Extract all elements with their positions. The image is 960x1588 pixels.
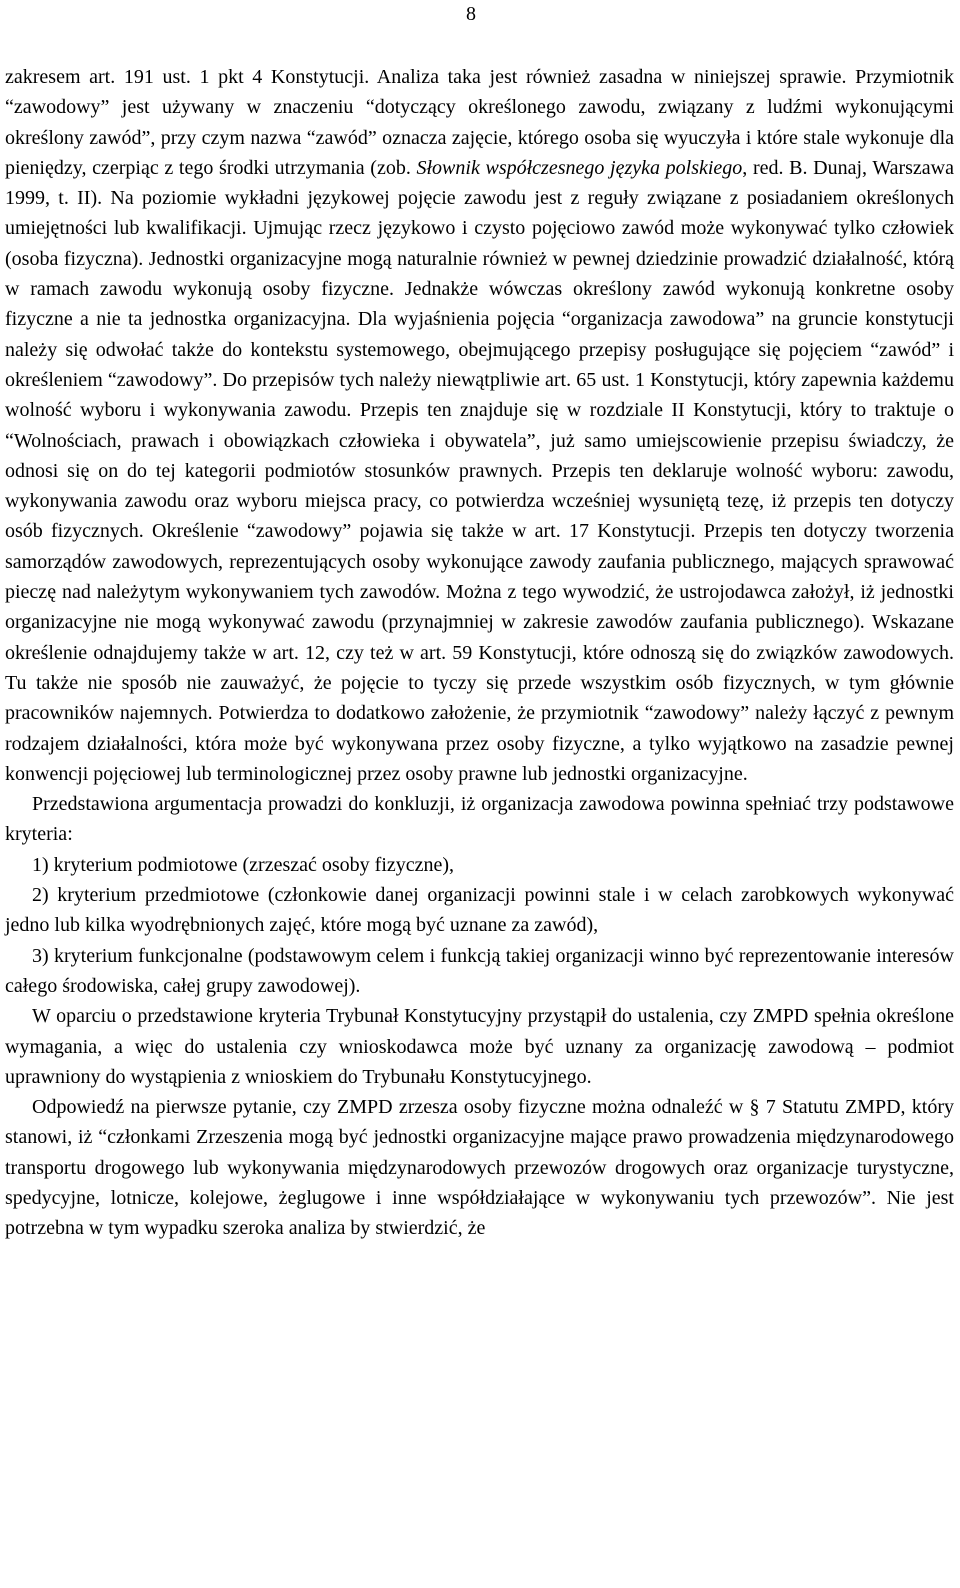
paragraph-1-part-a: zakresem art. 191 ust. 1 pkt 4 Konstytucji. Analiza taka jest również zasadna w niniejszej sprawie. Przymiotnik “zawodowy” jest używany w znaczeniu “dotyczący określonego zawodu, związany z ludźmi wykonującymi określony zawód”, przy czym nazwa “zawód” oznacza zajęcie, którego osoba się wyuczyła i które stale wykonuje dla pieniędzy, czerpiąc z tego środki utrzymania (zob. (5, 66, 954, 179)
paragraph-1 (5, 62, 954, 789)
dictionary-title: Słownik współczesnego języka polskiego (416, 156, 743, 179)
criterion-1: 1) kryterium podmiotowe (zrzeszać osoby fizyczne), (32, 853, 455, 876)
page-number: 8 (466, 3, 476, 25)
document-body (5, 62, 954, 1244)
paragraph-1-part-b: , red. B. Dunaj, Warszawa 1999, t. II). Na poziomie wykładni językowej pojęcie zawodu jest z reguły związane z posiadaniem określonych umiejętności lub kwalifikacji. Ujmując rzecz językowo i czysto pojęciowo zawód może wykonywać tylko człowiek (osoba fizyczna). Jednostki organizacyjne mogą naturalnie również w pewnej dziedzinie prowadzić działalność, którą w ramach zawodu wykonują osoby fizyczne. Jednakże wówczas określony zawód wykonują konkretne osoby fizyczne a nie ta jednostka organizacyjna. Dla wyjaśnienia pojęcia “organizacja zawodowa” na gruncie konstytucji należy się odwołać także do kontekstu systemowego, obejmującego przepisy posługujące się pojęciem “zawód” i określeniem “zawodowy”. Do przepisów tych należy niewątpliwie art. 65 ust. 1 Konstytucji, który zapewnia każdemu wolność wyboru i wykonywania zawodu. Przepis ten znajduje się w rozdziale II Konstytucji, który to traktuje o “Wolnościach, prawach i obowiązkach człowieka i obywatela”, już samo umiejscowienie przepisu świadczy, że odnosi się on do tej kategorii podmiotów stosunków prawnych. Przepis ten deklaruje wolność wyboru: zawodu, wykonywania zawodu oraz wyboru miejsca pracy, co potwierdza wcześniej wysuniętą tezę, iż przepis ten dotyczy osób fizycznych. Określenie “zawodowy” pojawia się także w art. 17 Konstytucji. Przepis ten dotyczy tworzenia samorządów zawodowych, reprezentujących osoby wykonujące zawody zaufania publicznego, mających sprawować pieczę nad należytym wykonywaniem tych zawodów. Można z tego wywodzić, że ustrojodawca założył, iż jednostki organizacyjne nie mogą wykonywać zawodu (przynajmniej w zakresie zawodów zaufania publicznego). Wskazane określenie odnajdujemy także w art. 12, czy też w art. 59 Konstytucji, które odnoszą się do związków zawodowych. Tu także nie sposób nie zauważyć, że pojęcie to tyczy się przede wszystkim osób fizycznych, w tym głównie pracowników najemnych. Potwierdza to dodatkowo założenie, że przymiotnik “zawodowy” należy łączyć z pewnym rodzajem działalności, która może być wykonywana przez osoby fizyczne, a tylko wyjątkowo na zasadzie pewnej konwencji pojęciowej lub terminologicznej przez osoby prawne lub jednostki organizacyjne. (5, 156, 955, 785)
paragraph-3: W oparciu o przedstawione kryteria Trybunał Konstytucyjny przystąpił do ustalenia, czy ZMPD spełnia określone wymagania, a więc do ustalenia czy wnioskodawca może być uznany za organizację zawodową – podmiot uprawniony do wystąpienia z wnioskiem do Trybunału Konstytucyjnego. (5, 1005, 954, 1088)
paragraph-2: Przedstawiona argumentacja prowadzi do konkluzji, iż organizacja zawodowa powinna spełniać trzy podstawowe kryteria: (5, 793, 954, 846)
paragraph-4: Odpowiedź na pierwsze pytanie, czy ZMPD zrzesza osoby fizyczne można odnaleźć w § 7 Statutu ZMPD, który stanowi, iż “członkami Zrzeszenia mogą być jednostki organizacyjne mające prawo prowadzenia międzynarodowego transportu drogowego lub wykonywania międzynarodowych przewozów drogowych oraz organizacje turystyczne, spedycyjne, lotnicze, kolejowe, żeglugowe i inne współdziałające w wykonywaniu tych przewozów”. Nie jest potrzebna w tym wypadku szeroka analiza by stwierdzić, że (5, 1096, 954, 1240)
criterion-2: 2) kryterium przedmiotowe (członkowie danej organizacji powinni stale i w celach zarobkowych wykonywać jedno lub kilka wyodrębnionych zajęć, które mogą być uznane za zawód), (5, 884, 954, 937)
criterion-3: 3) kryterium funkcjonalne (podstawowym celem i funkcją takiej organizacji winno być reprezentowanie interesów całego środowiska, całej grupy zawodowej). (5, 944, 954, 997)
